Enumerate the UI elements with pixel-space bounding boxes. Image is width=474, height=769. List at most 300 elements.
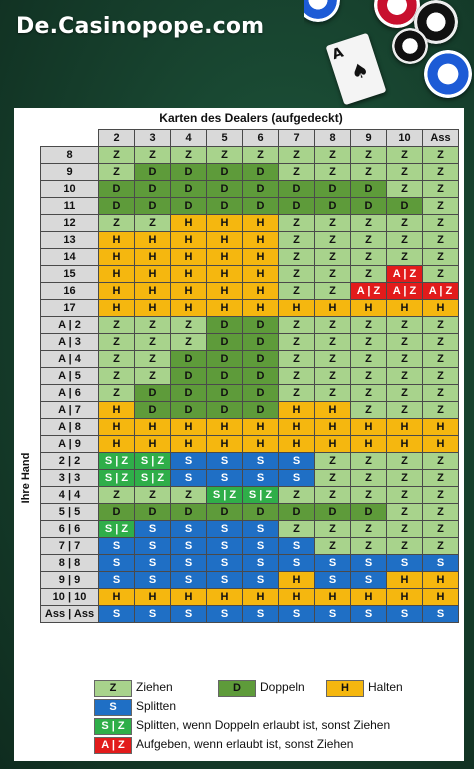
strategy-cell: H bbox=[387, 436, 423, 453]
legend-row bbox=[94, 678, 454, 697]
strategy-cell: S bbox=[279, 453, 315, 470]
chip-icon bbox=[304, 0, 340, 22]
strategy-cell: Z bbox=[207, 147, 243, 164]
strategy-cell: Z bbox=[423, 402, 459, 419]
strategy-cell: D bbox=[207, 368, 243, 385]
strategy-cell: D bbox=[135, 198, 171, 215]
strategy-cell: D bbox=[171, 351, 207, 368]
side-label-text: Ihre Hand bbox=[20, 452, 32, 504]
strategy-cell: S bbox=[243, 453, 279, 470]
strategy-cell: D bbox=[99, 504, 135, 521]
strategy-cell: Z bbox=[171, 317, 207, 334]
playing-card-icon bbox=[325, 33, 386, 106]
strategy-cell: H bbox=[243, 215, 279, 232]
hand-label: 5 | 5 bbox=[41, 504, 99, 521]
strategy-cell: H bbox=[99, 249, 135, 266]
side-label bbox=[14, 258, 38, 698]
dealer-card-header: 8 bbox=[315, 130, 351, 147]
strategy-cell: Z bbox=[279, 249, 315, 266]
hand-row bbox=[41, 419, 459, 436]
dealer-card-header: 6 bbox=[243, 130, 279, 147]
strategy-cell: D bbox=[135, 164, 171, 181]
hand-row bbox=[41, 300, 459, 317]
legend-row bbox=[94, 697, 454, 716]
strategy-cell: H bbox=[171, 436, 207, 453]
hand-label: 9 | 9 bbox=[41, 572, 99, 589]
strategy-cell: H bbox=[207, 232, 243, 249]
strategy-cell: H bbox=[99, 589, 135, 606]
strategy-cell: H bbox=[207, 419, 243, 436]
strategy-cell: H bbox=[207, 589, 243, 606]
strategy-cell: Z bbox=[387, 164, 423, 181]
strategy-cell: S bbox=[99, 572, 135, 589]
strategy-cell: Z bbox=[351, 385, 387, 402]
strategy-cell: Z bbox=[279, 215, 315, 232]
dealer-card-header: 10 bbox=[387, 130, 423, 147]
hand-row bbox=[41, 385, 459, 402]
strategy-cell: D bbox=[243, 504, 279, 521]
strategy-cell: S bbox=[135, 606, 171, 623]
legend-text: Splitten bbox=[136, 699, 177, 713]
hand-label: A | 4 bbox=[41, 351, 99, 368]
strategy-cell: D bbox=[243, 334, 279, 351]
legend-swatch: D bbox=[218, 680, 256, 697]
strategy-cell: H bbox=[315, 419, 351, 436]
strategy-cell: H bbox=[135, 249, 171, 266]
strategy-cell: Z bbox=[423, 521, 459, 538]
strategy-cell: D bbox=[315, 504, 351, 521]
strategy-cell: Z bbox=[315, 351, 351, 368]
strategy-cell: S bbox=[387, 606, 423, 623]
hand-row bbox=[41, 538, 459, 555]
strategy-cell: Z bbox=[351, 538, 387, 555]
strategy-cell: Z bbox=[279, 487, 315, 504]
hand-label: 17 bbox=[41, 300, 99, 317]
hand-row bbox=[41, 164, 459, 181]
legend bbox=[94, 678, 454, 754]
hand-row bbox=[41, 266, 459, 283]
strategy-cell: Z bbox=[279, 147, 315, 164]
strategy-cell: S bbox=[351, 555, 387, 572]
dealer-card-header: 9 bbox=[351, 130, 387, 147]
strategy-cell: Z bbox=[243, 147, 279, 164]
hand-label: A | 7 bbox=[41, 402, 99, 419]
hand-label: 10 bbox=[41, 181, 99, 198]
strategy-cell: D bbox=[243, 164, 279, 181]
strategy-cell: Z bbox=[423, 487, 459, 504]
strategy-cell: H bbox=[387, 572, 423, 589]
strategy-cell: D bbox=[171, 181, 207, 198]
strategy-cell: S bbox=[243, 555, 279, 572]
strategy-cell: Z bbox=[423, 470, 459, 487]
strategy-cell: S bbox=[135, 555, 171, 572]
strategy-cell: H bbox=[207, 249, 243, 266]
strategy-cell: H bbox=[135, 300, 171, 317]
strategy-cell: Z bbox=[387, 317, 423, 334]
strategy-cell: H bbox=[423, 589, 459, 606]
strategy-cell: H bbox=[423, 300, 459, 317]
strategy-cell: Z bbox=[351, 215, 387, 232]
strategy-cell: Z bbox=[387, 538, 423, 555]
strategy-cell: Z bbox=[423, 351, 459, 368]
strategy-cell: S bbox=[171, 606, 207, 623]
strategy-cell: D bbox=[135, 385, 171, 402]
hand-row bbox=[41, 368, 459, 385]
hand-row bbox=[41, 555, 459, 572]
strategy-cell: H bbox=[171, 232, 207, 249]
strategy-cell: H bbox=[387, 419, 423, 436]
strategy-cell: Z bbox=[387, 453, 423, 470]
strategy-cell: S | Z bbox=[99, 470, 135, 487]
strategy-cell: S bbox=[351, 606, 387, 623]
casino-chips-decoration bbox=[304, 0, 474, 110]
dealer-card-header: 4 bbox=[171, 130, 207, 147]
dealer-card-header: 7 bbox=[279, 130, 315, 147]
strategy-cell: D bbox=[171, 368, 207, 385]
strategy-cell: H bbox=[99, 419, 135, 436]
strategy-cell: Z bbox=[279, 334, 315, 351]
legend-text: Splitten, wenn Doppeln erlaubt ist, sonst Ziehen bbox=[136, 718, 391, 732]
strategy-cell: Z bbox=[351, 368, 387, 385]
strategy-cell: Z bbox=[387, 334, 423, 351]
strategy-cell: S bbox=[99, 538, 135, 555]
strategy-cell: H bbox=[243, 283, 279, 300]
strategy-cell: Z bbox=[315, 487, 351, 504]
strategy-cell: H bbox=[171, 300, 207, 317]
hand-label: A | 5 bbox=[41, 368, 99, 385]
strategy-cell: S bbox=[207, 453, 243, 470]
strategy-cell: S bbox=[243, 538, 279, 555]
strategy-cell: H bbox=[351, 300, 387, 317]
legend-text: Halten bbox=[368, 680, 403, 694]
hand-label: 12 bbox=[41, 215, 99, 232]
strategy-cell: S bbox=[99, 555, 135, 572]
strategy-cell: H bbox=[387, 589, 423, 606]
legend-swatch: S bbox=[94, 699, 132, 716]
strategy-cell: H bbox=[315, 402, 351, 419]
strategy-cell: S bbox=[243, 470, 279, 487]
strategy-cell: Z bbox=[351, 317, 387, 334]
chip-icon bbox=[424, 50, 472, 98]
hand-row bbox=[41, 232, 459, 249]
card-rank: A bbox=[330, 44, 346, 64]
strategy-cell: D bbox=[171, 385, 207, 402]
strategy-cell: Z bbox=[387, 487, 423, 504]
strategy-cell: Z bbox=[387, 385, 423, 402]
strategy-cell: D bbox=[351, 181, 387, 198]
strategy-cell: A | Z bbox=[423, 283, 459, 300]
strategy-cell: Z bbox=[423, 317, 459, 334]
strategy-cell: Z bbox=[315, 317, 351, 334]
hand-row bbox=[41, 351, 459, 368]
hand-label: 8 bbox=[41, 147, 99, 164]
strategy-cell: H bbox=[315, 300, 351, 317]
strategy-cell: D bbox=[351, 198, 387, 215]
hand-row bbox=[41, 504, 459, 521]
hand-label: 3 | 3 bbox=[41, 470, 99, 487]
strategy-cell: Z bbox=[351, 453, 387, 470]
strategy-cell: Z bbox=[279, 266, 315, 283]
spade-icon: ♠ bbox=[347, 56, 372, 86]
hand-label: 13 bbox=[41, 232, 99, 249]
strategy-cell: S bbox=[171, 538, 207, 555]
legend-swatch: H bbox=[326, 680, 364, 697]
strategy-cell: S | Z bbox=[99, 521, 135, 538]
strategy-cell: H bbox=[351, 419, 387, 436]
strategy-cell: Z bbox=[99, 317, 135, 334]
strategy-cell: H bbox=[423, 419, 459, 436]
strategy-cell: H bbox=[243, 249, 279, 266]
strategy-cell: Z bbox=[279, 232, 315, 249]
strategy-cell: S bbox=[207, 521, 243, 538]
strategy-cell: S bbox=[135, 521, 171, 538]
strategy-cell: A | Z bbox=[387, 266, 423, 283]
hand-row bbox=[41, 147, 459, 164]
hand-row bbox=[41, 215, 459, 232]
strategy-cell: Z bbox=[315, 215, 351, 232]
strategy-cell: D bbox=[171, 402, 207, 419]
strategy-cell: D bbox=[315, 198, 351, 215]
hand-label: 14 bbox=[41, 249, 99, 266]
strategy-cell: S | Z bbox=[207, 487, 243, 504]
strategy-cell: H bbox=[243, 232, 279, 249]
strategy-cell: Z bbox=[387, 351, 423, 368]
strategy-cell: D bbox=[315, 181, 351, 198]
hand-row bbox=[41, 317, 459, 334]
hand-label: 15 bbox=[41, 266, 99, 283]
hand-label: A | 2 bbox=[41, 317, 99, 334]
strategy-table bbox=[40, 129, 459, 623]
strategy-cell: Z bbox=[135, 317, 171, 334]
strategy-cell: H bbox=[99, 232, 135, 249]
strategy-cell: Z bbox=[315, 334, 351, 351]
strategy-cell: D bbox=[99, 198, 135, 215]
strategy-cell: Z bbox=[315, 368, 351, 385]
dealer-card-header: 5 bbox=[207, 130, 243, 147]
strategy-cell: Z bbox=[315, 147, 351, 164]
strategy-cell: Z bbox=[315, 470, 351, 487]
strategy-cell: H bbox=[99, 402, 135, 419]
legend-swatch: S | Z bbox=[94, 718, 132, 735]
strategy-cell: Z bbox=[351, 334, 387, 351]
strategy-cell: D bbox=[279, 504, 315, 521]
strategy-cell: S bbox=[315, 572, 351, 589]
hand-row bbox=[41, 283, 459, 300]
strategy-cell: Z bbox=[135, 368, 171, 385]
strategy-cell: S bbox=[135, 538, 171, 555]
strategy-cell: H bbox=[207, 436, 243, 453]
strategy-cell: S bbox=[243, 572, 279, 589]
strategy-cell: H bbox=[171, 283, 207, 300]
strategy-cell: D bbox=[279, 198, 315, 215]
strategy-cell: S | Z bbox=[135, 453, 171, 470]
strategy-cell: S | Z bbox=[243, 487, 279, 504]
strategy-cell: Z bbox=[99, 385, 135, 402]
strategy-cell: Z bbox=[387, 232, 423, 249]
strategy-cell: S bbox=[171, 470, 207, 487]
strategy-cell: Z bbox=[423, 215, 459, 232]
strategy-cell: Z bbox=[423, 453, 459, 470]
strategy-cell: Z bbox=[423, 385, 459, 402]
dealer-card-header: Ass bbox=[423, 130, 459, 147]
legend-row bbox=[94, 716, 454, 735]
hand-row bbox=[41, 453, 459, 470]
strategy-cell: Z bbox=[351, 147, 387, 164]
legend-swatch: Z bbox=[94, 680, 132, 697]
strategy-cell: Z bbox=[423, 164, 459, 181]
hand-row bbox=[41, 521, 459, 538]
strategy-cell: D bbox=[171, 504, 207, 521]
strategy-cell: Z bbox=[387, 215, 423, 232]
strategy-cell: D bbox=[171, 198, 207, 215]
hand-row bbox=[41, 470, 459, 487]
strategy-cell: Z bbox=[387, 147, 423, 164]
hand-label: 2 | 2 bbox=[41, 453, 99, 470]
strategy-cell: H bbox=[279, 436, 315, 453]
strategy-cell: S bbox=[207, 470, 243, 487]
strategy-cell: H bbox=[171, 249, 207, 266]
strategy-cell: D bbox=[387, 198, 423, 215]
strategy-cell: Z bbox=[315, 266, 351, 283]
strategy-cell: Z bbox=[279, 351, 315, 368]
strategy-cell: D bbox=[171, 164, 207, 181]
strategy-cell: Z bbox=[423, 266, 459, 283]
strategy-cell: D bbox=[135, 402, 171, 419]
strategy-cell: D bbox=[207, 198, 243, 215]
hand-row bbox=[41, 402, 459, 419]
strategy-cell: Z bbox=[315, 283, 351, 300]
strategy-cell: H bbox=[315, 589, 351, 606]
hand-label: A | 6 bbox=[41, 385, 99, 402]
strategy-cell: H bbox=[315, 436, 351, 453]
strategy-cell: D bbox=[207, 402, 243, 419]
strategy-cell: D bbox=[99, 181, 135, 198]
strategy-cell: H bbox=[171, 215, 207, 232]
strategy-cell: D bbox=[207, 385, 243, 402]
strategy-cell: Z bbox=[423, 181, 459, 198]
strategy-cell: S bbox=[279, 538, 315, 555]
strategy-cell: S bbox=[315, 555, 351, 572]
strategy-cell: H bbox=[171, 266, 207, 283]
strategy-cell: S bbox=[279, 555, 315, 572]
strategy-cell: Z bbox=[315, 385, 351, 402]
strategy-cell: H bbox=[135, 232, 171, 249]
strategy-cell: H bbox=[99, 266, 135, 283]
strategy-cell: H bbox=[99, 300, 135, 317]
hand-label: 4 | 4 bbox=[41, 487, 99, 504]
strategy-cell: H bbox=[423, 436, 459, 453]
strategy-cell: H bbox=[99, 283, 135, 300]
strategy-cell: D bbox=[207, 181, 243, 198]
strategy-cell: H bbox=[243, 266, 279, 283]
strategy-cell: H bbox=[99, 436, 135, 453]
strategy-cell: Z bbox=[423, 334, 459, 351]
strategy-cell: Z bbox=[387, 368, 423, 385]
hand-label: 8 | 8 bbox=[41, 555, 99, 572]
strategy-cell: D bbox=[207, 334, 243, 351]
hand-label: 6 | 6 bbox=[41, 521, 99, 538]
strategy-cell: S bbox=[315, 606, 351, 623]
strategy-cell: Z bbox=[351, 470, 387, 487]
strategy-cell: Z bbox=[99, 334, 135, 351]
strategy-cell: S bbox=[135, 572, 171, 589]
hand-label: A | 8 bbox=[41, 419, 99, 436]
hand-label: 9 bbox=[41, 164, 99, 181]
strategy-cell: S bbox=[207, 555, 243, 572]
strategy-cell: S bbox=[243, 521, 279, 538]
strategy-cell: H bbox=[279, 572, 315, 589]
strategy-cell: Z bbox=[351, 351, 387, 368]
strategy-cell: D bbox=[207, 351, 243, 368]
strategy-cell: D bbox=[279, 181, 315, 198]
strategy-cell: Z bbox=[315, 521, 351, 538]
strategy-cell: Z bbox=[387, 181, 423, 198]
strategy-cell: H bbox=[171, 589, 207, 606]
strategy-cell: S bbox=[207, 606, 243, 623]
hand-row bbox=[41, 606, 459, 623]
strategy-cell: Z bbox=[387, 504, 423, 521]
strategy-cell: Z bbox=[135, 351, 171, 368]
strategy-cell: S bbox=[423, 606, 459, 623]
header-row bbox=[41, 130, 459, 147]
hand-row bbox=[41, 487, 459, 504]
strategy-cell: Z bbox=[423, 249, 459, 266]
strategy-cell: H bbox=[351, 589, 387, 606]
strategy-cell: Z bbox=[315, 232, 351, 249]
strategy-cell: H bbox=[207, 266, 243, 283]
strategy-cell: Z bbox=[279, 368, 315, 385]
strategy-cell: H bbox=[207, 300, 243, 317]
strategy-cell: Z bbox=[279, 521, 315, 538]
dealer-card-header: 3 bbox=[135, 130, 171, 147]
strategy-cell: D bbox=[135, 504, 171, 521]
hand-row bbox=[41, 589, 459, 606]
strategy-cell: S bbox=[279, 606, 315, 623]
strategy-cell: Z bbox=[279, 385, 315, 402]
hand-label: A | 3 bbox=[41, 334, 99, 351]
hand-row bbox=[41, 436, 459, 453]
strategy-cell: Z bbox=[387, 249, 423, 266]
site-logo-text: De.Casinopope.com bbox=[16, 14, 265, 39]
strategy-panel bbox=[14, 108, 464, 761]
strategy-cell: H bbox=[243, 419, 279, 436]
strategy-cell: Z bbox=[387, 470, 423, 487]
strategy-cell: H bbox=[135, 589, 171, 606]
legend-text: Doppeln bbox=[260, 680, 305, 694]
strategy-cell: Z bbox=[423, 232, 459, 249]
strategy-cell: Z bbox=[315, 164, 351, 181]
strategy-cell: H bbox=[135, 419, 171, 436]
legend-text: Aufgeben, wenn erlaubt ist, sonst Ziehen bbox=[136, 737, 354, 751]
strategy-cell: Z bbox=[171, 487, 207, 504]
hand-row bbox=[41, 334, 459, 351]
strategy-cell: S bbox=[171, 555, 207, 572]
strategy-cell: D bbox=[243, 181, 279, 198]
dealer-card-header: 2 bbox=[99, 130, 135, 147]
strategy-cell: Z bbox=[351, 249, 387, 266]
hand-label: 10 | 10 bbox=[41, 589, 99, 606]
strategy-cell: S bbox=[279, 470, 315, 487]
strategy-cell: Z bbox=[423, 368, 459, 385]
strategy-cell: D bbox=[243, 351, 279, 368]
strategy-cell: S bbox=[171, 453, 207, 470]
strategy-cell: Z bbox=[99, 215, 135, 232]
strategy-cell: Z bbox=[423, 538, 459, 555]
strategy-cell: Z bbox=[135, 215, 171, 232]
strategy-cell: H bbox=[279, 419, 315, 436]
strategy-cell: Z bbox=[315, 249, 351, 266]
strategy-cell: H bbox=[207, 215, 243, 232]
